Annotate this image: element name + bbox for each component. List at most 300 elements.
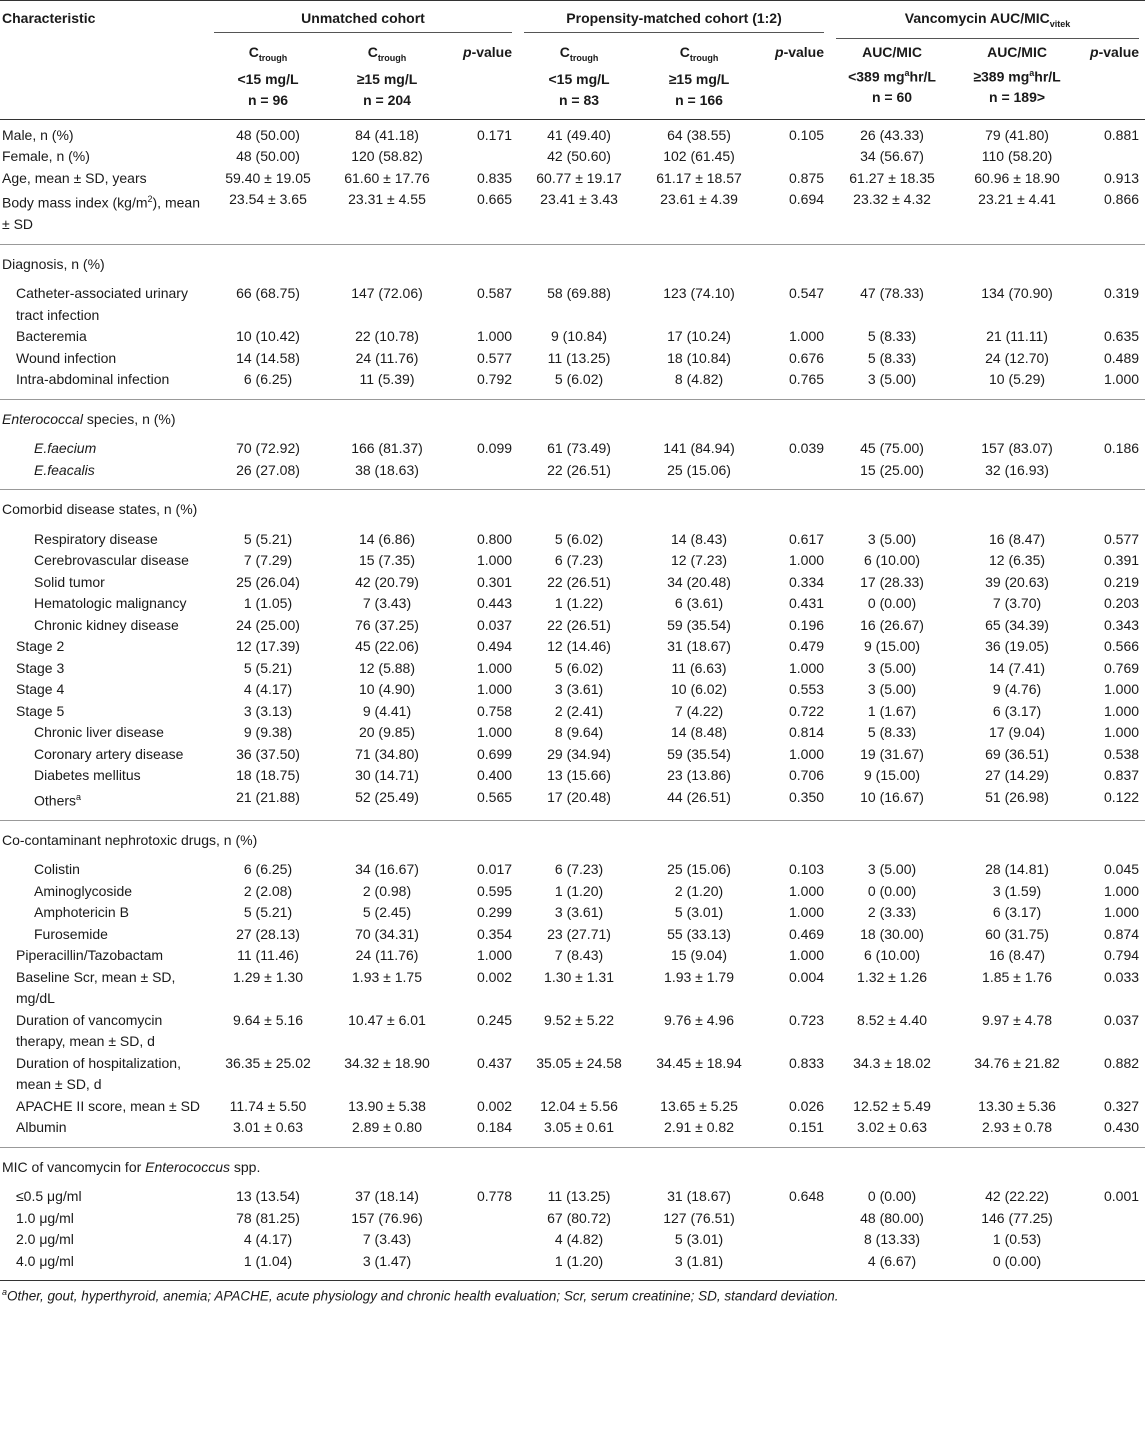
row-label: Coronary artery disease (34, 745, 184, 762)
value-cell: 2 (2.08) (243, 882, 293, 899)
p-value-cell: 0.800 (476, 530, 513, 547)
table-row (0, 572, 1145, 594)
value-cell: 27 (14.29) (985, 767, 1049, 784)
value-cell: 2 (0.98) (362, 882, 412, 899)
table-row (0, 283, 1145, 326)
table-row (0, 615, 1145, 637)
value-cell: 1 (1.67) (867, 702, 917, 719)
p-value-cell: 0.547 (788, 285, 825, 302)
p-value-cell (1080, 460, 1145, 490)
value-cell: 18 (30.00) (860, 925, 924, 942)
p-value-cell: 0.479 (788, 638, 825, 655)
table-body (0, 119, 1145, 1281)
value-cell: 11 (5.39) (328, 369, 446, 399)
p-value-cell: 0.866 (1080, 189, 1145, 244)
value-cell: 13 (15.66) (547, 767, 611, 784)
value-cell: 166 (81.37) (351, 440, 423, 457)
value-cell: 31 (18.67) (667, 638, 731, 655)
value-cell: 9.97 ± 4.78 (982, 1011, 1053, 1028)
p-value-cell: 0.354 (476, 925, 513, 942)
value-cell: 23 (13.86) (667, 767, 731, 784)
table-row (0, 859, 1145, 881)
value-cell: 17 (10.24) (667, 328, 731, 345)
header-col-1: $C_{trough}$ <15 mg/L n = 96 (208, 42, 328, 119)
table-row (0, 1251, 1145, 1281)
value-cell: 23.32 ± 4.32 (830, 189, 954, 244)
row-label: 4.0 μg/ml (0, 1251, 208, 1281)
value-cell: 10 (16.67) (830, 787, 954, 821)
value-cell: 13.65 ± 5.25 (660, 1097, 738, 1114)
value-cell: 42 (20.79) (355, 573, 419, 590)
row-label: Cerebrovascular disease (34, 552, 189, 569)
table-row (0, 168, 1145, 190)
p-value-cell (446, 1229, 518, 1251)
row-label: Bacteremia (16, 328, 87, 345)
p-value-cell: 0.391 (1104, 552, 1140, 569)
value-cell: 12 (17.39) (236, 638, 300, 655)
value-cell: 42 (22.22) (985, 1188, 1049, 1205)
table-row (0, 1229, 1145, 1251)
header-group-matched: Propensity-matched cohort (1:2) (518, 1, 830, 42)
row-label: Aminoglycoside (34, 882, 133, 899)
value-cell: 5 (8.33) (867, 349, 917, 366)
value-cell: 6 (3.17) (992, 904, 1042, 921)
value-cell: 11 (13.25) (547, 349, 611, 366)
header-col-5: AUC/MIC <389 $mg^ahr/L$ n = 60 (830, 42, 954, 119)
value-cell: 20 (9.85) (358, 724, 416, 741)
value-cell: 60.77 ± 19.17 (536, 169, 622, 186)
p-value-cell: 1.000 (788, 745, 825, 762)
value-cell: 5 (6.02) (554, 659, 604, 676)
row-label: E.faecium (34, 440, 97, 457)
p-value-cell: 0.103 (788, 861, 825, 878)
p-value-cell (1080, 1251, 1145, 1281)
value-cell: 48 (50.00) (236, 126, 300, 143)
value-cell: 3 (5.00) (867, 659, 917, 676)
value-cell: 23.61 ± 4.39 (640, 189, 758, 244)
value-cell: 9.52 ± 5.22 (544, 1011, 615, 1028)
p-value-cell: 0.039 (788, 440, 825, 457)
p-value-cell: 1.000 (788, 882, 825, 899)
value-cell: 15 (9.04) (671, 947, 728, 964)
header-col-6: AUC/MIC ≥389 $mg^ahr/L$ n = 189> (954, 42, 1080, 119)
value-cell: 79 (41.80) (985, 126, 1049, 143)
row-label: APACHE II score, mean ± SD (16, 1097, 201, 1114)
row-label: E.feacalis (0, 460, 208, 490)
p-value-cell: 0.350 (758, 787, 830, 821)
value-cell: 0 (0.00) (867, 882, 917, 899)
value-cell: 61.27 ± 18.35 (849, 169, 935, 186)
row-label: Intra-abdominal infection (0, 369, 208, 399)
header-col-3: $C_{trough}$ <15 mg/L n = 83 (518, 42, 640, 119)
header-group-unmatched: Unmatched cohort (208, 1, 518, 42)
value-cell: 3 (1.81) (640, 1251, 758, 1281)
table-row (0, 744, 1145, 766)
table-row (0, 348, 1145, 370)
p-value-cell: 1.000 (476, 659, 513, 676)
p-value-cell: 0.565 (446, 787, 518, 821)
p-value-cell: 0.882 (1104, 1054, 1140, 1071)
p-value-cell: 0.587 (476, 285, 513, 302)
value-cell: 34 (56.67) (860, 148, 924, 165)
footnote: $^a$Other, gout, hyperthyroid, anemia; APACHE, acute physiology and chronic health evaluation; Scr, serum creatinine; SD, standard deviation. (2, 1287, 839, 1304)
value-cell: 11 (6.63) (671, 659, 727, 676)
p-value-cell: 0.301 (476, 573, 513, 590)
value-cell: 127 (76.51) (663, 1209, 735, 1226)
value-cell: 1 (1.20) (518, 1251, 640, 1281)
value-cell: 22 (26.51) (547, 616, 611, 633)
value-cell: 19 (31.67) (860, 745, 924, 762)
value-cell: 14 (6.86) (358, 530, 416, 547)
value-cell: 24 (12.70) (985, 349, 1049, 366)
value-cell: 51 (26.98) (954, 787, 1080, 821)
value-cell: 6 (7.23) (554, 552, 604, 569)
p-value-cell: 0.676 (788, 349, 825, 366)
value-cell: 5 (3.01) (674, 904, 724, 921)
value-cell: 5 (5.21) (243, 659, 293, 676)
table-row (0, 1096, 1145, 1118)
value-cell: 0 (0.00) (867, 1188, 917, 1205)
p-value-cell: 0.553 (788, 681, 825, 698)
table-row (0, 1053, 1145, 1096)
value-cell: 5 (6.02) (518, 369, 640, 399)
value-cell: 35.05 ± 24.58 (536, 1054, 622, 1071)
row-label: Male, n (%) (2, 126, 74, 143)
section-diagnosis (0, 244, 1145, 283)
value-cell: 1.32 ± 1.26 (857, 968, 928, 985)
value-cell: 45 (75.00) (860, 440, 924, 457)
value-cell: 10 (10.42) (236, 328, 300, 345)
row-label: Wound infection (16, 349, 117, 366)
value-cell: 3 (5.00) (867, 530, 917, 547)
value-cell: 12 (6.35) (989, 552, 1046, 569)
value-cell: 78 (81.25) (236, 1209, 300, 1226)
row-label: Stage 2 (16, 638, 65, 655)
p-value-cell: 0.105 (788, 126, 825, 143)
value-cell: 9 (4.41) (362, 702, 412, 719)
value-cell: 22 (26.51) (518, 460, 640, 490)
p-value-cell: 0.037 (1104, 1011, 1140, 1028)
value-cell: 1 (1.20) (554, 882, 604, 899)
p-value-cell: 1.000 (1104, 702, 1140, 719)
header-pvalue-1: p-value (446, 42, 518, 119)
value-cell: 34 (20.48) (667, 573, 731, 590)
row-label: Body mass index $(kg/m^2)$, mean ± SD (0, 189, 208, 244)
value-cell: 15 (7.35) (358, 552, 416, 569)
value-cell: 47 (78.33) (860, 285, 924, 302)
value-cell: 61.60 ± 17.76 (344, 169, 430, 186)
p-value-cell: 1.000 (1104, 681, 1140, 698)
value-cell: 8 (4.82) (640, 369, 758, 399)
value-cell: 14 (8.48) (671, 724, 728, 741)
value-cell: 59 (35.54) (667, 616, 731, 633)
value-cell: 13.30 ± 5.36 (978, 1097, 1056, 1114)
value-cell: 1.29 ± 1.30 (233, 968, 303, 985)
table-row (0, 119, 1145, 146)
value-cell: 6 (10.00) (864, 947, 921, 964)
row-label: Piperacillin/Tazobactam (16, 947, 164, 964)
value-cell: 3 (3.61) (554, 904, 604, 921)
value-cell: 14 (14.58) (236, 349, 300, 366)
value-cell: 4 (4.17) (243, 1231, 293, 1248)
table-row (0, 679, 1145, 701)
value-cell: 12 (5.88) (358, 659, 416, 676)
p-value-cell (446, 146, 518, 168)
table-row (0, 189, 1145, 244)
value-cell: 23.41 ± 3.43 (518, 189, 640, 244)
value-cell: 26 (43.33) (860, 126, 924, 143)
value-cell: 36.35 ± 25.02 (225, 1054, 311, 1071)
header-row-groups (0, 1, 1145, 42)
value-cell: 1.30 ± 1.31 (544, 968, 615, 985)
value-cell: 7 (3.43) (362, 595, 412, 612)
row-label: 1.0 μg/ml (16, 1209, 74, 1226)
value-cell: 16 (26.67) (860, 616, 924, 633)
value-cell: 25 (15.06) (667, 861, 731, 878)
p-value-cell: 0.538 (1104, 745, 1140, 762)
p-value-cell: 1.000 (788, 904, 825, 921)
p-value-cell: 1.000 (788, 552, 825, 569)
p-value-cell: 0.577 (476, 349, 513, 366)
value-cell: 12 (7.23) (671, 552, 728, 569)
value-cell: 3 (5.00) (867, 861, 917, 878)
value-cell: 12 (14.46) (547, 638, 611, 655)
p-value-cell: 0.635 (1104, 328, 1140, 345)
row-label: Furosemide (34, 925, 108, 942)
value-cell: 9 (4.76) (992, 681, 1042, 698)
p-value-cell (1080, 146, 1145, 168)
value-cell: 30 (14.71) (355, 767, 419, 784)
value-cell: 6 (10.00) (864, 552, 921, 569)
value-cell: 8 (13.33) (864, 1231, 921, 1248)
table-row (0, 326, 1145, 348)
p-value-cell (758, 1229, 830, 1251)
value-cell: 76 (37.25) (355, 616, 419, 633)
p-value-cell: 1.000 (788, 328, 825, 345)
table-row (0, 1186, 1145, 1208)
value-cell: 32 (16.93) (954, 460, 1080, 490)
header-col-4: $C_{trough}$ ≥15 mg/L n = 166 (640, 42, 758, 119)
value-cell: 11 (11.46) (237, 947, 299, 964)
row-label: Albumin (0, 1117, 208, 1147)
row-label: Amphotericin B (34, 904, 129, 921)
p-value-cell: 0.099 (476, 440, 513, 457)
row-label: Chronic liver disease (34, 724, 164, 741)
value-cell: 6 (3.61) (674, 595, 724, 612)
value-cell: 69 (36.51) (985, 745, 1049, 762)
p-value-cell: 0.706 (788, 767, 825, 784)
value-cell: 147 (72.06) (351, 285, 423, 302)
value-cell: 157 (76.96) (351, 1209, 423, 1226)
value-cell: 8.52 ± 4.40 (857, 1011, 928, 1028)
table-row (0, 967, 1145, 1010)
p-value-cell: 0.648 (788, 1188, 825, 1205)
p-value-cell: 0.203 (1104, 595, 1140, 612)
p-value-cell: 0.002 (476, 968, 513, 985)
row-label: Chronic kidney disease (34, 616, 179, 633)
value-cell: 3 (5.00) (867, 681, 917, 698)
p-value-cell: 0.299 (476, 904, 513, 921)
p-value-cell: 0.026 (788, 1097, 825, 1114)
p-value-cell: 0.778 (476, 1188, 513, 1205)
value-cell: 59 (35.54) (667, 745, 731, 762)
value-cell: 70 (72.92) (236, 440, 300, 457)
value-cell: 84 (41.18) (355, 126, 419, 143)
p-value-cell: 0.001 (1104, 1188, 1140, 1205)
value-cell: 141 (84.94) (663, 440, 735, 457)
value-cell: 38 (18.63) (328, 460, 446, 490)
row-label: 2.0 μg/ml (16, 1231, 74, 1248)
value-cell: 22 (26.51) (547, 573, 611, 590)
section-title: Comorbid disease states, n (%) (2, 501, 198, 518)
value-cell: 7 (8.43) (554, 947, 604, 964)
value-cell: 22 (10.78) (355, 328, 419, 345)
p-value-cell: 0.699 (476, 745, 513, 762)
value-cell: 25 (26.04) (236, 573, 300, 590)
row-label: Duration of vancomycin therapy, mean ± SD, d (16, 1011, 163, 1050)
value-cell: 9.76 ± 4.96 (664, 1011, 735, 1028)
value-cell: 5 (8.33) (867, 328, 917, 345)
section-title: Co-contaminant nephrotoxic drugs, n (%) (2, 831, 258, 848)
p-value-cell: 0.431 (788, 595, 825, 612)
value-cell: 44 (26.51) (640, 787, 758, 821)
value-cell: 7 (3.70) (992, 595, 1042, 612)
value-cell: 24 (11.76) (355, 947, 419, 964)
value-cell: 41 (49.40) (547, 126, 611, 143)
value-cell: 25 (15.06) (640, 460, 758, 490)
p-value-cell: 0.833 (788, 1054, 825, 1071)
p-value-cell: 0.769 (1104, 659, 1140, 676)
value-cell: 1.93 ± 1.79 (664, 968, 735, 985)
table-row (0, 787, 1145, 821)
row-label: Baseline Scr, mean ± SD, mg/dL (16, 968, 176, 1007)
value-cell: 12.52 ± 5.49 (853, 1097, 931, 1114)
row-label: Duration of hospitalization, mean ± SD, d (16, 1054, 181, 1093)
value-cell: 58 (69.88) (547, 285, 611, 302)
value-cell: 4 (4.17) (243, 681, 293, 698)
p-value-cell: 0.171 (476, 126, 513, 143)
value-cell: 2 (3.33) (867, 904, 917, 921)
p-value-cell: 0.334 (788, 573, 825, 590)
value-cell: 157 (83.07) (981, 440, 1053, 457)
value-cell: 23 (27.71) (547, 925, 611, 942)
p-value-cell: 0.430 (1080, 1117, 1145, 1147)
value-cell: 10 (5.29) (954, 369, 1080, 399)
value-cell: 3.01 ± 0.63 (208, 1117, 328, 1147)
p-value-cell: 0.186 (1104, 440, 1140, 457)
value-cell: 1.85 ± 1.76 (982, 968, 1053, 985)
p-value-cell: 1.000 (476, 681, 513, 698)
p-value-cell: 0.489 (1104, 349, 1140, 366)
p-value-cell: 1.000 (1104, 882, 1140, 899)
p-value-cell: 0.469 (788, 925, 825, 942)
p-value-cell: 0.913 (1104, 169, 1140, 186)
value-cell: 6 (3.17) (992, 702, 1042, 719)
row-label: Stage 3 (16, 659, 65, 676)
value-cell: 14 (7.41) (989, 659, 1046, 676)
section-title: Diagnosis, n (%) (2, 255, 105, 272)
value-cell: 9 (15.00) (864, 638, 921, 655)
table-row (0, 146, 1145, 168)
p-value-cell: 0.443 (476, 595, 513, 612)
p-value-cell: 1.000 (788, 659, 825, 676)
p-value-cell: 0.151 (758, 1117, 830, 1147)
value-cell: 36 (19.05) (985, 638, 1049, 655)
value-cell: 6 (6.25) (208, 369, 328, 399)
p-value-cell: 0.566 (1104, 638, 1140, 655)
value-cell: 9 (10.84) (551, 328, 608, 345)
p-value-cell: 0.722 (788, 702, 825, 719)
p-value-cell: 0.874 (1104, 925, 1140, 942)
p-value-cell (1080, 1208, 1145, 1230)
table-row (0, 945, 1145, 967)
value-cell: 66 (68.75) (236, 285, 300, 302)
row-label: Catheter-associated urinary tract infection (16, 285, 188, 323)
value-cell: 55 (33.13) (667, 925, 731, 942)
value-cell: 17 (9.04) (989, 724, 1046, 741)
value-cell: 27 (28.13) (236, 925, 300, 942)
header-row-columns (0, 42, 1145, 119)
p-value-cell (758, 1208, 830, 1230)
value-cell: 3.02 ± 0.63 (830, 1117, 954, 1147)
p-value-cell: 0.881 (1104, 126, 1140, 143)
value-cell: 3 (5.00) (830, 369, 954, 399)
value-cell: 65 (34.39) (985, 616, 1049, 633)
value-cell: 8 (9.64) (554, 724, 604, 741)
table-row (0, 438, 1145, 460)
table-row (0, 902, 1145, 924)
value-cell: 61.17 ± 18.57 (656, 169, 742, 186)
table-row (0, 529, 1145, 551)
value-cell: 52 (25.49) (328, 787, 446, 821)
header-characteristic: Characteristic (0, 1, 208, 42)
value-cell: 42 (50.60) (547, 148, 611, 165)
value-cell: 5 (6.02) (554, 530, 604, 547)
row-label: Colistin (34, 861, 80, 878)
p-value-cell: 0.004 (788, 968, 825, 985)
value-cell: 0 (0.00) (867, 595, 917, 612)
p-value-cell: 1.000 (1080, 369, 1145, 399)
value-cell: 14 (8.43) (671, 530, 728, 547)
value-cell: 18 (10.84) (667, 349, 731, 366)
p-value-cell: 0.184 (446, 1117, 518, 1147)
value-cell: 39 (20.63) (985, 573, 1049, 590)
value-cell: 48 (80.00) (860, 1209, 924, 1226)
p-value-cell (446, 1208, 518, 1230)
table-row (0, 658, 1145, 680)
table-row (0, 369, 1145, 399)
value-cell: 120 (58.82) (351, 148, 423, 165)
value-cell: 10.47 ± 6.01 (348, 1011, 426, 1028)
value-cell: 34.3 ± 18.02 (853, 1054, 931, 1071)
value-cell: 9 (9.38) (243, 724, 293, 741)
p-value-cell: 0.765 (758, 369, 830, 399)
value-cell: 2.89 ± 0.80 (328, 1117, 446, 1147)
p-value-cell (446, 460, 518, 490)
value-cell: 59.40 ± 19.05 (225, 169, 311, 186)
row-label: Hematologic malignancy (34, 595, 187, 612)
p-value-cell: 0.319 (1104, 285, 1140, 302)
value-cell: 34.45 ± 18.94 (656, 1054, 742, 1071)
p-value-cell: 0.033 (1104, 968, 1140, 985)
value-cell: 7 (3.43) (362, 1231, 412, 1248)
row-label: Respiratory disease (34, 530, 158, 547)
value-cell: 31 (18.67) (667, 1188, 731, 1205)
value-cell: 17 (28.33) (860, 573, 924, 590)
table-row (0, 881, 1145, 903)
value-cell: 2 (2.41) (554, 702, 604, 719)
value-cell: 4 (6.67) (830, 1251, 954, 1281)
